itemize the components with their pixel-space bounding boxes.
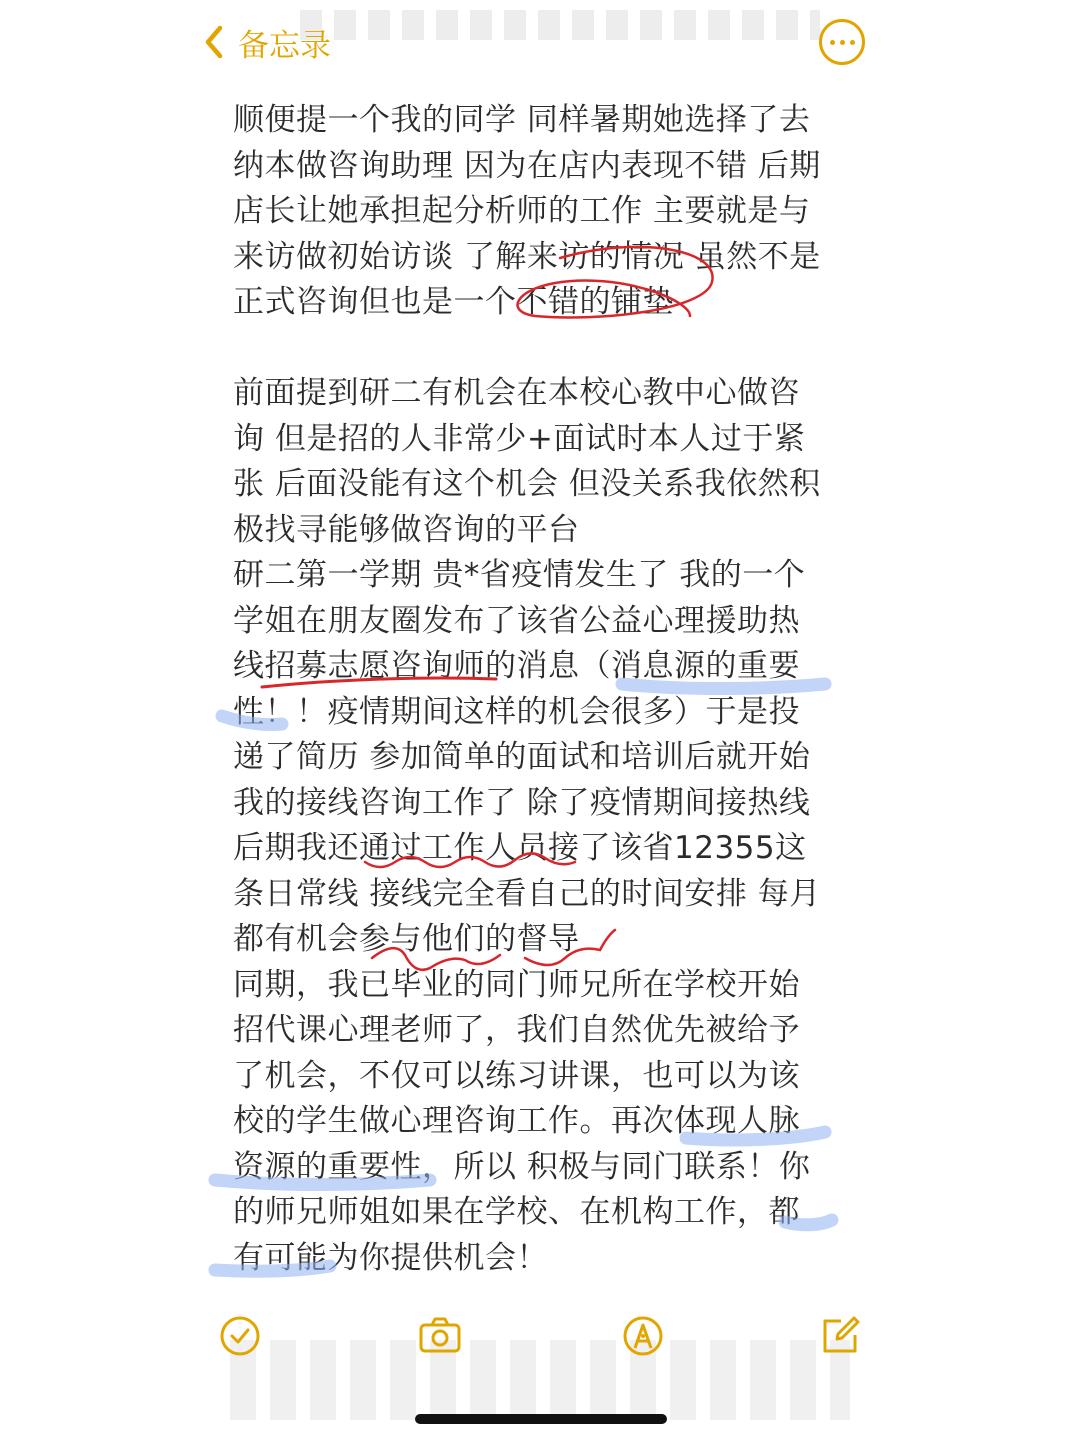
- bottom-toolbar: [0, 1310, 1080, 1370]
- ellipsis-dot: [840, 40, 845, 45]
- camera-button[interactable]: [414, 1310, 466, 1362]
- paragraph-gap: [233, 326, 843, 372]
- note-paragraph-1: 顺便提一个我的同学 同样暑期她选择了去 纳本做咨询助理 因为在店内表现不错 后期 店长让她承担起分析师的工作 主要就是与 来访做初始访谈 了解来访的情况 虽然不是 正式咨询但也是一个不错的铺垫: [233, 102, 821, 320]
- back-button[interactable]: [200, 20, 331, 64]
- more-options-button[interactable]: [819, 19, 865, 65]
- note-paragraph-3: 研二第一学期 贵*省疫情发生了 我的一个 学姐在朋友圈发布了该省公益心理援助热 线招募志愿咨询师的消息（消息源的重要 性！！疫情期间这样的机会很多）于是投 递了简历 参加简单的面试和培训后就开始 我的接线咨询工作了 除了疫情期间接热线 后期我还通过工作人员接了该省12355这 条日常线 接线完全看自己的时间安排 每月 都有机会参与他们的督导: [233, 557, 821, 957]
- compose-button[interactable]: [814, 1310, 866, 1362]
- note-paragraph-4: 同期，我已毕业的同门师兄所在学校开始 招代课心理老师了，我们自然优先被给予 了机会，不仅可以练习讲课，也可以为该 校的学生做心理咨询工作。再次体现人脉 资源的重要性，所以 积极与同门联系！你 的师兄师姐如果在学校、在机构工作，都 有可能为你提供机会！: [233, 966, 811, 1276]
- faded-background-text: [300, 10, 820, 40]
- home-indicator[interactable]: [415, 1414, 667, 1424]
- back-label: 备忘录: [238, 27, 331, 64]
- ellipsis-dot: [850, 40, 855, 45]
- markup-button[interactable]: [617, 1310, 669, 1362]
- compose-icon: [817, 1313, 863, 1359]
- pen-tip-circle-icon: [620, 1313, 666, 1359]
- checkmark-circle-icon: [217, 1313, 263, 1359]
- note-paragraph-2: 前面提到研二有机会在本校心教中心做咨 询 但是招的人非常少+面试时本人过于紧 张 后面没能有这个机会 但没关系我依然积 极找寻能够做咨询的平台: [233, 375, 821, 548]
- chevron-left-icon: [200, 22, 230, 62]
- note-body[interactable]: [233, 98, 843, 1281]
- camera-icon: [417, 1313, 463, 1359]
- ellipsis-circle-icon: [830, 40, 835, 45]
- checklist-button[interactable]: [214, 1310, 266, 1362]
